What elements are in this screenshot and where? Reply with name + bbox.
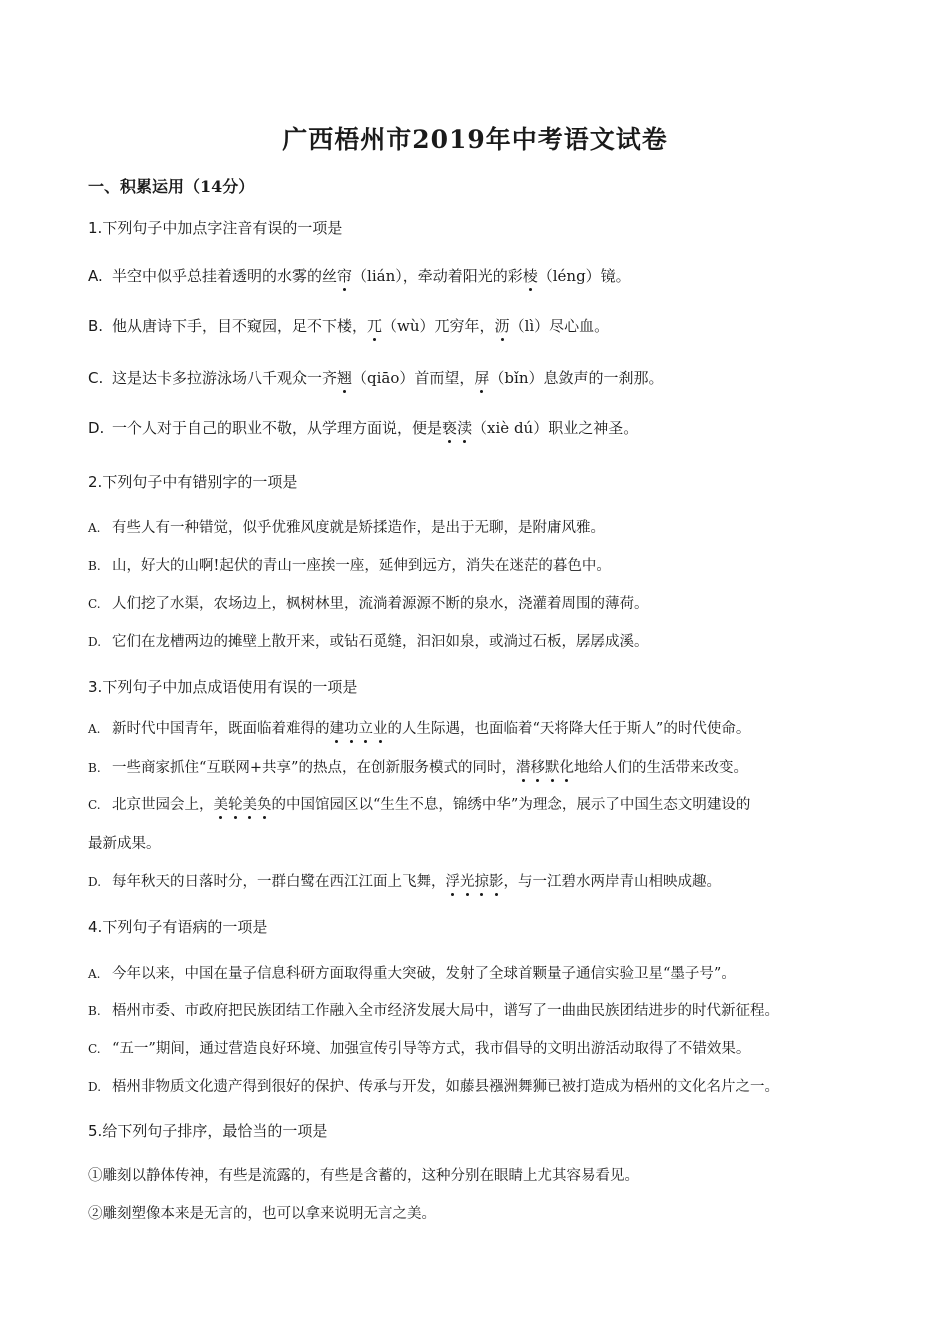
q5-sentence-2: ②雕刻塑像本来是无言的，也可以拿来说明无言之美。	[88, 1206, 436, 1222]
q1-option-b: B. 他从唐诗下手，目不窥园，足不下楼，兀（wù）兀穷年，沥（lì）尽心血。	[88, 317, 610, 335]
q3-option-a: A. 新时代中国青年，既面临着难得的建功立业的人生际遇，也面临着“天将降大任于斯人”的时代使命。	[88, 717, 750, 738]
question-5-title: 5.给下列句子排序，最恰当的一项是	[88, 1122, 328, 1140]
q3-option-c: C. 北京世园会上，美轮美奂的中国馆园区以“生生不息，锦绣中华”为理念，展示了中国生态文明建设的	[88, 793, 750, 814]
question-1-title: 1.下列句子中加点字注音有误的一项是	[88, 219, 343, 237]
q1-option-a: A. 半空中似乎总挂着透明的水雾的丝帘（lián），牵动着阳光的彩棱（léng）镜。	[88, 267, 631, 285]
q4-option-b: B. 梧州市委、市政府把民族团结工作融入全市经济发展大局中，谱写了一曲曲民族团结进步的时代新征程。	[88, 1003, 779, 1019]
q2-option-b: B. 山，好大的山啊!起伏的青山一座挨一座，延伸到远方，消失在迷茫的暮色中。	[88, 558, 611, 574]
q1-option-d: D. 一个人对于自己的职业不敬，从学理方面说，便是亵渎（xiè dú）职业之神圣。	[88, 419, 639, 437]
q3-option-c-continued: 最新成果。	[88, 836, 161, 852]
question-4-title: 4.下列句子有语病的一项是	[88, 918, 268, 936]
q4-option-c: C. “五一”期间，通过营造良好环境、加强宣传引导等方式，我市倡导的文明出游活动取得了不错效果。	[88, 1041, 751, 1057]
q4-option-d: D. 梧州非物质文化遗产得到很好的保护、传承与开发，如藤县襁洲舞狮已被打造成为梧州的文化名片之一。	[88, 1079, 779, 1095]
section-heading: 一、积累运用（14分）	[88, 177, 255, 196]
q2-option-d: D. 它们在龙槽两边的摊壁上散开来，或钻石觅缝，汩汩如泉，或淌过石板，孱孱成溪。	[88, 634, 649, 650]
q3-option-d: D. 每年秋天的日落时分，一群白鹭在西江江面上飞舞，浮光掠影，与一江碧水两岸青山相映成趣。	[88, 870, 721, 891]
q1-option-c: C. 这是达卡多拉游泳场八千观众一齐翘（qiāo）首而望，屏（bǐn）息敛声的一刹那。	[88, 369, 664, 387]
q3-option-b: B. 一些商家抓住“互联网+共享”的热点，在创新服务模式的同时，潜移默化地给人们的生活带来改变。	[88, 756, 748, 777]
question-3-title: 3.下列句子中加点成语使用有误的一项是	[88, 678, 358, 696]
q2-option-a: A. 有些人有一种错觉，似乎优雅风度就是矫揉造作，是出于无聊，是附庸风雅。	[88, 520, 605, 536]
q2-option-c: C. 人们挖了水渠，农场边上，枫树林里，流淌着源源不断的泉水，浇灌着周围的薄荷。	[88, 596, 649, 612]
page-title: 广西梧州市2019年中考语文试卷	[282, 125, 668, 154]
q5-sentence-1: ①雕刻以静体传神，有些是流露的，有些是含蓄的，这种分别在眼睛上尤其容易看见。	[88, 1168, 639, 1184]
question-2-title: 2.下列句子中有错别字的一项是	[88, 473, 298, 491]
q4-option-a: A. 今年以来，中国在量子信息科研方面取得重大突破，发射了全球首颗量子通信实验卫星“墨子号”。	[88, 966, 736, 982]
